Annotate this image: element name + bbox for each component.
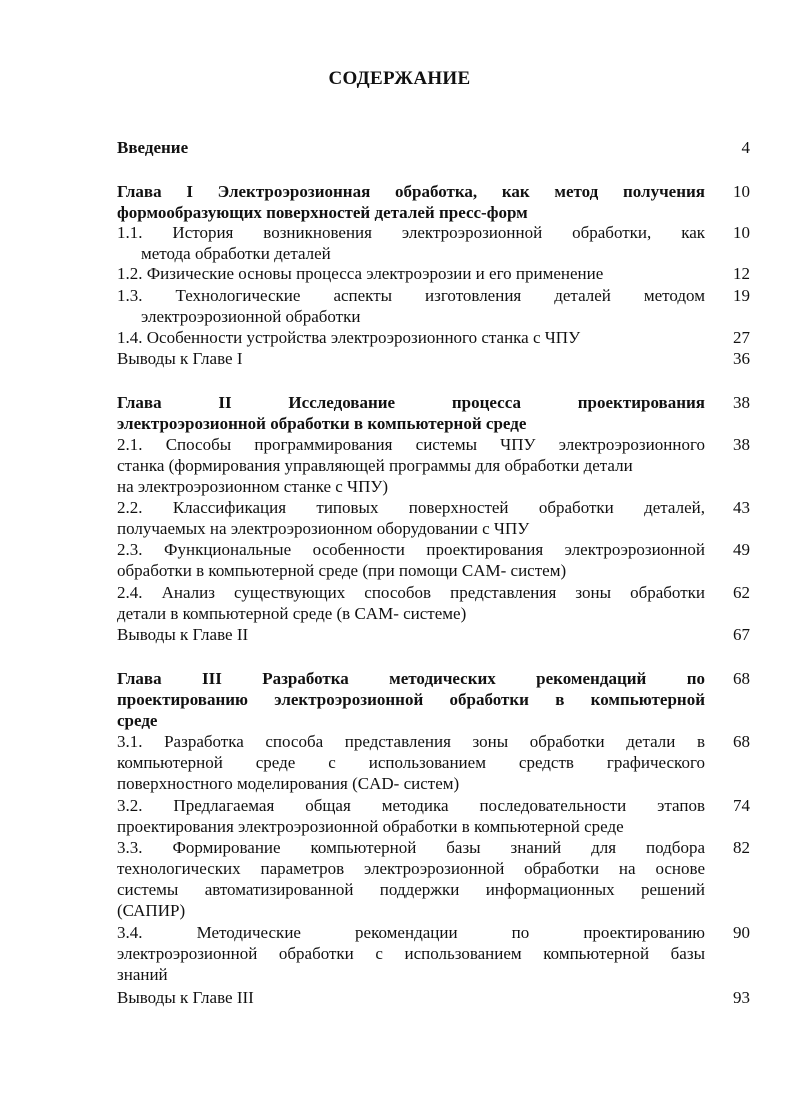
toc-page-number: 27 xyxy=(733,328,750,347)
toc-entry-text: 3.2. Предлагаемая общая методика последовательности этапов xyxy=(117,796,705,815)
toc-entry-text: 1.2. Физические основы процесса электроэрозии и его применение xyxy=(117,264,604,283)
toc-entry-text: 3.3. Формирование компьютерной базы знаний для подбора xyxy=(117,838,705,857)
toc-entry-text: компьютерной среде с использованием средств графического xyxy=(117,753,705,772)
toc-entry-section-1-1 xyxy=(117,222,705,264)
toc-entry-text: 1.1. История возникновения электроэрозионной обработки, как xyxy=(117,223,705,242)
toc-entry-text: формообразующих поверхностей деталей пресс-форм xyxy=(117,203,528,222)
toc-entry-text: электроэрозионной обработки в компьютерной среде xyxy=(117,414,527,433)
toc-entry-text: поверхностного моделирования (CAD- систем) xyxy=(117,774,460,793)
toc-page-number: 93 xyxy=(733,988,750,1007)
toc-entry-text: Выводы к Главе II xyxy=(117,625,249,644)
toc-page-number: 49 xyxy=(733,540,750,559)
toc-entry-text: 2.3. Функциональные особенности проектирования электроэрозионной xyxy=(117,540,705,559)
toc-entry-text: среде xyxy=(117,711,158,730)
toc-entry-section-1-4 xyxy=(117,327,705,348)
toc-entry-chapter-1 xyxy=(117,181,705,223)
toc-entry-text: 2.1. Способы программирования системы ЧПУ электроэрозионного xyxy=(117,435,705,454)
toc-entry-text: 2.4. Анализ существующих способов представления зоны обработки xyxy=(117,583,705,602)
toc-entry-text: 1.4. Особенности устройства электроэрозионного станка с ЧПУ xyxy=(117,328,581,347)
toc-page-number: 67 xyxy=(733,625,750,644)
toc-entry-text: проектирования электроэрозионной обработки в компьютерной среде xyxy=(117,817,624,836)
toc-entry-section-1-2 xyxy=(117,263,705,284)
toc-entry-section-3-4 xyxy=(117,922,705,985)
toc-entry-text: системы автоматизированной поддержки информационных решений xyxy=(117,880,705,899)
toc-page-number: 10 xyxy=(733,182,750,201)
toc-entry-text: 3.4. Методические рекомендации по проектированию xyxy=(117,923,705,942)
toc-page-number: 74 xyxy=(733,796,750,815)
toc-entry-text: Введение xyxy=(117,138,189,157)
toc-entry-text: получаемых на электроэрозионном оборудовании с ЧПУ xyxy=(117,519,530,538)
toc-page-number: 36 xyxy=(733,349,750,368)
toc-entry-text: проектированию электроэрозионной обработки в компьютерной xyxy=(117,690,705,709)
page-title: СОДЕРЖАНИЕ xyxy=(328,68,471,89)
toc-page-number: 38 xyxy=(733,435,750,454)
toc-entry-conclusions-2 xyxy=(117,624,705,645)
toc-entry-conclusions-3 xyxy=(117,987,705,1008)
toc-entry-text: на электроэрозионном станке с ЧПУ) xyxy=(117,477,389,496)
toc-entry-text: 2.2. Классификация типовых поверхностей обработки деталей, xyxy=(117,498,705,517)
toc-entry-text: технологических параметров электроэрозионной обработки на основе xyxy=(117,859,705,878)
toc-page-number: 19 xyxy=(733,286,750,305)
toc-entry-text: станка (формирования управляющей программы для обработки детали xyxy=(117,456,633,475)
toc-entry-section-2-1 xyxy=(117,434,705,497)
toc-entry-section-3-2 xyxy=(117,795,705,837)
toc-page-number: 4 xyxy=(741,138,750,157)
toc-entry-introduction xyxy=(117,137,705,158)
toc-entry-text: 3.1. Разработка способа представления зоны обработки детали в xyxy=(117,732,705,751)
toc-entry-text: знаний xyxy=(117,965,168,984)
toc-page-number: 68 xyxy=(733,669,750,688)
toc-entry-section-3-1 xyxy=(117,731,705,794)
toc-entry-text: (САПИР) xyxy=(117,901,186,920)
toc-entry-text: детали в компьютерной среде (в CAM- системе) xyxy=(117,604,467,623)
toc-page-number: 62 xyxy=(733,583,750,602)
toc-entry-section-2-4 xyxy=(117,582,705,624)
toc-entry-text: электроэрозионной обработки с использованием компьютерной базы xyxy=(117,944,705,963)
toc-entry-text: Выводы к Главе III xyxy=(117,988,254,1007)
toc-entry-text: Выводы к Главе I xyxy=(117,349,243,368)
toc-entry-section-3-3 xyxy=(117,837,705,921)
toc-page-number: 38 xyxy=(733,393,750,412)
toc-entry-text: Глава I Электроэрозионная обработка, как метод получения xyxy=(117,182,705,201)
toc-page-number: 90 xyxy=(733,923,750,942)
toc-page-number: 82 xyxy=(733,838,750,857)
toc-entry-section-1-3 xyxy=(117,285,705,327)
toc-entry-section-2-3 xyxy=(117,539,705,581)
toc-entry-conclusions-1 xyxy=(117,348,705,369)
toc-entry-text: электроэрозионной обработки xyxy=(141,307,361,326)
toc-entry-text: Глава II Исследование процесса проектирования xyxy=(117,393,705,412)
toc-page-number: 43 xyxy=(733,498,750,517)
toc-entry-chapter-3 xyxy=(117,668,705,731)
toc-entry-section-2-2 xyxy=(117,497,705,539)
toc-entry-text: обработки в компьютерной среде (при помощи CAM- систем) xyxy=(117,561,567,580)
toc-entry-text: метода обработки деталей xyxy=(141,244,331,263)
toc-page-number: 12 xyxy=(733,264,750,283)
toc-entry-chapter-2 xyxy=(117,392,705,434)
toc-entry-text: Глава III Разработка методических рекомендаций по xyxy=(117,669,705,688)
toc-entry-text: 1.3. Технологические аспекты изготовления деталей методом xyxy=(117,286,705,305)
toc-page-number: 68 xyxy=(733,732,750,751)
toc-page-number: 10 xyxy=(733,223,750,242)
